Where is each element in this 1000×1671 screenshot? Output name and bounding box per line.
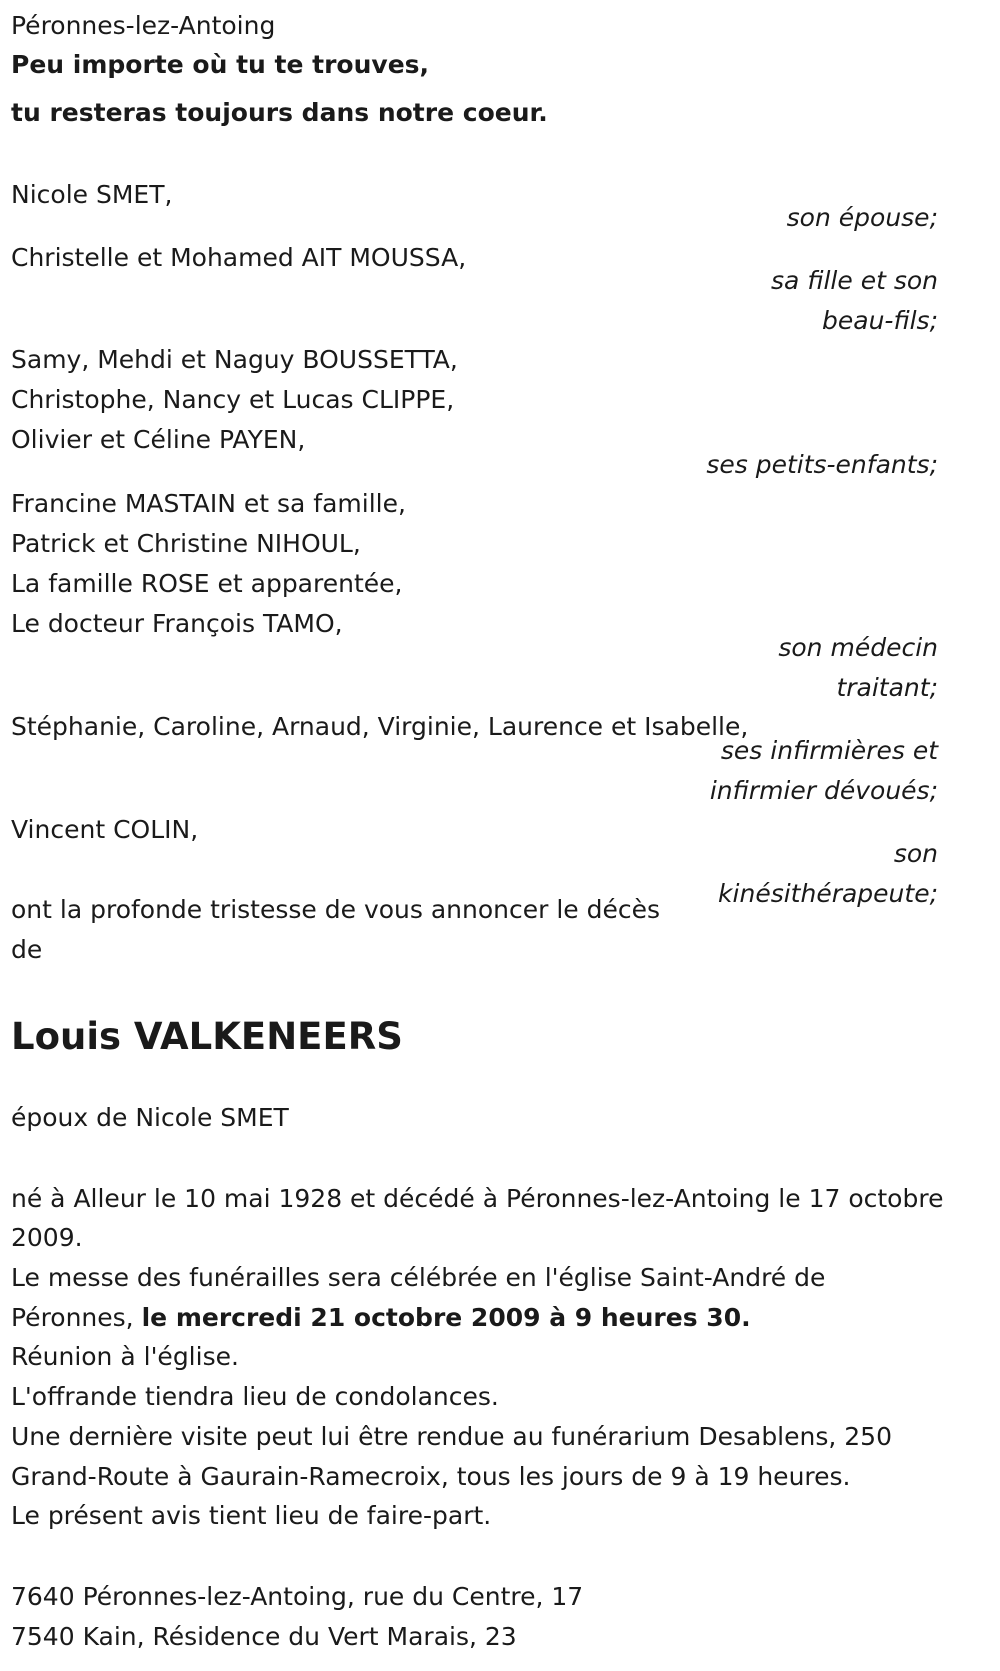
family-relation: sa fille et son (771, 266, 938, 295)
family-relation: beau-fils; (822, 306, 938, 335)
family-name: Vincent COLIN, (11, 815, 199, 844)
family-relation: son (893, 839, 938, 868)
quote-line-1: Peu importe où tu te trouves, (11, 50, 430, 79)
family-relation: ses petits-enfants; (706, 450, 938, 479)
family-name: Le docteur François TAMO, (11, 609, 343, 638)
visit-line-2: Grand-Route à Gaurain-Ramecroix, tous les jours de 9 à 19 heures. (11, 1462, 851, 1491)
family-name: Christophe, Nancy et Lucas CLIPPE, (11, 385, 455, 414)
funeral-mass-line-2-prefix: Péronnes, (11, 1303, 142, 1332)
family-relation: traitant; (836, 673, 938, 702)
funeral-mass-line-1: Le messe des funérailles sera célébrée en l'église Saint-André de (11, 1263, 826, 1292)
quote-line-2: tu resteras toujours dans notre coeur. (11, 98, 548, 127)
birth-death-line-2: 2009. (11, 1223, 83, 1252)
family-name: Stéphanie, Caroline, Arnaud, Virginie, Laurence et Isabelle, (11, 712, 749, 741)
offering-line: L'offrande tiendra lieu de condolances. (11, 1382, 499, 1411)
family-relation: infirmier dévoués; (709, 776, 938, 805)
notice-line: Le présent avis tient lieu de faire-part. (11, 1501, 492, 1530)
address-line: 7540 Kain, Résidence du Vert Marais, 23 (11, 1622, 517, 1651)
visit-line-1: Une dernière visite peut lui être rendue au funérarium Desablens, 250 (11, 1422, 892, 1451)
deceased-name: Louis VALKENEERS (11, 1015, 403, 1058)
birth-death-line-1: né à Alleur le 10 mai 1928 et décédé à Péronnes-lez-Antoing le 17 octobre (11, 1184, 944, 1213)
family-relation: son épouse; (786, 203, 938, 232)
family-relation: kinésithérapeute; (718, 879, 938, 908)
family-name: Nicole SMET, (11, 180, 173, 209)
family-name: Samy, Mehdi et Naguy BOUSSETTA, (11, 345, 458, 374)
family-relation: ses infirmières et (720, 736, 938, 765)
announcement-line-1: ont la profonde tristesse de vous annoncer le décès (11, 895, 661, 924)
meeting-line: Réunion à l'église. (11, 1342, 239, 1371)
funeral-mass-line-2 (11, 1303, 751, 1333)
location-heading: Péronnes-lez-Antoing (11, 11, 276, 40)
family-name: La famille ROSE et apparentée, (11, 569, 403, 598)
announcement-line-2: de (11, 935, 43, 964)
family-name: Francine MASTAIN et sa famille, (11, 489, 406, 518)
family-name: Patrick et Christine NIHOUL, (11, 529, 361, 558)
family-name: Christelle et Mohamed AIT MOUSSA, (11, 243, 467, 272)
address-line: 7640 Péronnes-lez-Antoing, rue du Centre, 17 (11, 1582, 584, 1611)
family-relation: son médecin (778, 633, 938, 662)
family-name: Olivier et Céline PAYEN, (11, 425, 306, 454)
spouse-line: époux de Nicole SMET (11, 1103, 289, 1132)
funeral-date-time: le mercredi 21 octobre 2009 à 9 heures 30. (141, 1303, 751, 1332)
